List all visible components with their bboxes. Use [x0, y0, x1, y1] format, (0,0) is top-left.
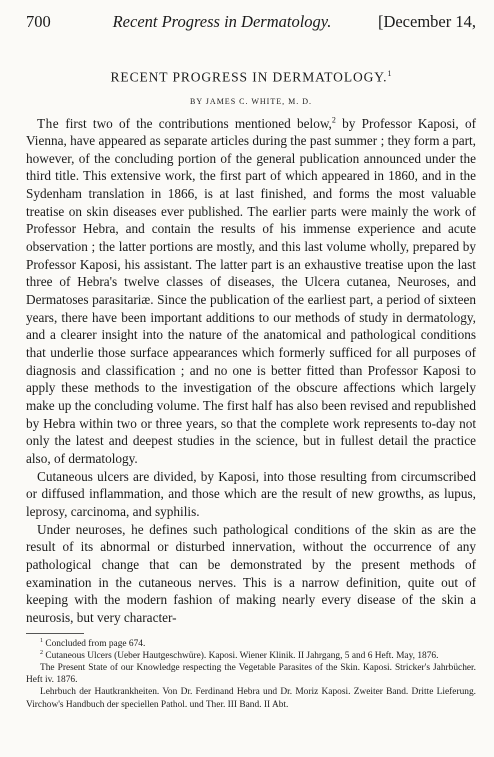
page-number: 700	[26, 12, 51, 31]
footnote-1	[26, 638, 476, 650]
footnote-2	[26, 650, 476, 662]
journal-title: Recent Progress in Dermatology.	[112, 12, 332, 31]
title-footnote-mark: 1	[387, 69, 392, 78]
paragraph-1	[26, 115, 476, 468]
footnote-2-ref-c	[26, 686, 476, 710]
footnote-divider	[26, 633, 84, 634]
running-head	[26, 12, 476, 32]
footnote-mark: 1	[40, 637, 43, 644]
footnotes	[26, 638, 476, 711]
paragraph-2: Cutaneous ulcers are divided, by Kaposi, into those resulting from circumscribed or diffused inflammation, and those which are the result of new growths, as lupus, leprosy, carcinoma, and syphilis.	[26, 468, 476, 519]
article-title-text: RECENT PROGRESS IN DERMATOLOGY.	[110, 69, 388, 85]
footnote-2-ref-b	[26, 662, 476, 686]
paragraph-1-text-a: first two of the contributions mentioned below,	[59, 115, 332, 131]
footnote-text: The Present State of our Knowledge respecting the Vegetable Parasites of the Skin. Kaposi. Stricker's Jahrbücher. Heft iv. 1876.	[26, 662, 476, 686]
footnote-ref-2: 2	[331, 115, 336, 125]
article-byline: BY JAMES C. WHITE, M. D.	[189, 96, 312, 106]
footnote-text: Cutaneous Ulcers (Ueber Hautgeschwüre). Kaposi. Wiener Klinik. II Jahrgang, 5 and 6 Heft. May, 1876.	[43, 650, 439, 661]
article-body	[26, 115, 476, 627]
footnote-text: Concluded from page 674.	[43, 638, 146, 649]
paragraph-lead-word: The	[37, 115, 60, 131]
paragraph-3: Under neuroses, he defines such pathological conditions of the skin as are the result of its abnormal or disturbed innervation, without the occurrence of any pathological change that can be demonstrated by the present methods of examination in the cutaneous nerves. This is a narrow definition, quite out of keeping with the modern fashion of making nearly every disease of the skin a neurosis, but very character-	[26, 521, 476, 625]
paragraph-1-text-b: by Professor Kaposi, of Vienna, have appeared as separate articles during the past summer ; they form a part, however, of the concluding portion of the general publication announced under the third title. This extensive work, the first part of which appeared in 1860, and in the Sydenham translation in 1866, is at last finished, and forms the most valuable treatise on skin diseases ever published. The earlier parts were mainly the work of Professor Hebra, and contain the results of his immense experience and acute observation ; the latter portions are mostly, and this last volume wholly, prepared by Professor Kaposi, his assistant. The latter part is an exhaustive treatise upon the last three of Hebra's twelve classes of diseases, the Ulcera cutanea, Neuroses, and Dermatoses parasitariæ. Since the publication of the earliest part, a period of sixteen years, there have been important additions to our methods of study in dermatology, and a clearer insight into the nature of the anatomical and pathological conditions that underlie those surface appearances which formerly sufficed for all purposes of diagnosis and classification ; and no one is better fitted than Professor Kaposi to apply these methods to the investigation of the obscure affections which largely make up the concluding volume. The first half has also been revised and republished by Hebra within two or three years, so that the complete work represents to-day not only the latest and deepest studies in the science, but in fullest detail the practice also, of dermatology.	[26, 115, 476, 466]
article-title	[26, 66, 476, 86]
issue-date: [December 14,	[377, 12, 476, 31]
footnote-text: Lehrbuch der Hautkrankheiten. Von Dr. Ferdinand Hebra und Dr. Moriz Kaposi. Zweiter Band. Dritte Lieferung. Virchow's Handbuch der speciellen Pathol. und Ther. III Band. II Abt.	[26, 687, 476, 710]
footnote-mark: 2	[40, 649, 43, 656]
